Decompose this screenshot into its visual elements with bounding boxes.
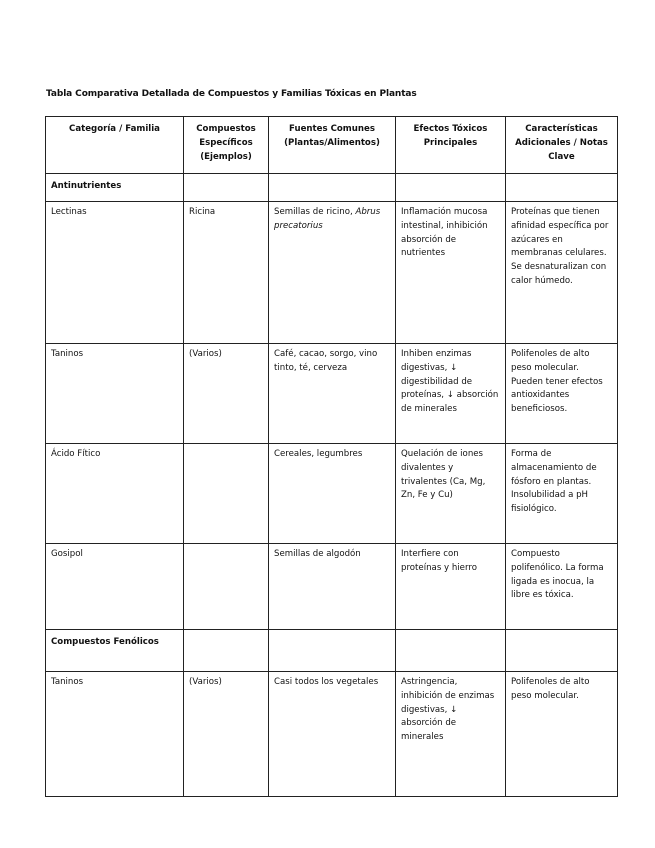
table-header-row (46, 117, 618, 174)
effects-cell: Interfiere con proteínas y hierro (396, 544, 506, 630)
effects-cell: Quelación de iones divalentes y trivalentes (Ca, Mg, Zn, Fe y Cu) (396, 444, 506, 544)
effects-cell: Astringencia, inhibición de enzimas digestivas, ↓ absorción de minerales (396, 672, 506, 797)
section-title: Antinutrientes (46, 174, 184, 202)
table-row (46, 544, 618, 630)
effects-cell: Inhiben enzimas digestivas, ↓ digestibilidad de proteínas, ↓ absorción de minerales (396, 344, 506, 444)
sources-cell: Cereales, legumbres (269, 444, 396, 544)
family-cell: Gosipol (46, 544, 184, 630)
family-cell: Lectinas (46, 202, 184, 344)
effects-cell: Inflamación mucosa intestinal, inhibición absorción de nutrientes (396, 202, 506, 344)
compounds-cell: Ricina (184, 202, 269, 344)
table-row (46, 202, 618, 344)
table-row (46, 672, 618, 797)
table-row (46, 344, 618, 444)
sources-text: Semillas de ricino, (274, 207, 353, 217)
sources-cell: Casi todos los vegetales (269, 672, 396, 797)
sources-italic-text: Abrus precatorius (274, 207, 381, 231)
family-cell: Ácido Fítico (46, 444, 184, 544)
section-title: Compuestos Fenólicos (46, 630, 184, 672)
section-row (46, 174, 618, 202)
compounds-cell: (Varios) (184, 344, 269, 444)
family-cell: Taninos (46, 344, 184, 444)
header-category: Categoría / Familia (46, 117, 184, 174)
compounds-cell (184, 444, 269, 544)
compounds-cell (184, 544, 269, 630)
compounds-cell: (Varios) (184, 672, 269, 797)
sources-cell: Semillas de algodón (269, 544, 396, 630)
header-compounds: Compuestos Específicos (Ejemplos) (184, 117, 269, 174)
header-notes: Características Adicionales / Notas Clave (506, 117, 618, 174)
sources-cell: Café, cacao, sorgo, vino tinto, té, cerveza (269, 344, 396, 444)
section-row (46, 630, 618, 672)
comparison-table (45, 116, 618, 797)
sources-cell (269, 202, 396, 344)
header-sources: Fuentes Comunes (Plantas/Alimentos) (269, 117, 396, 174)
notes-cell: Forma de almacenamiento de fósforo en plantas. Insolubilidad a pH fisiológico. (506, 444, 618, 544)
document-title: Tabla Comparativa Detallada de Compuestos y Familias Tóxicas en Plantas (46, 89, 417, 99)
notes-cell: Polifenoles de alto peso molecular. Pueden tener efectos antioxidantes beneficiosos. (506, 344, 618, 444)
table-row (46, 444, 618, 544)
notes-cell: Compuesto polifenólico. La forma ligada es inocua, la libre es tóxica. (506, 544, 618, 630)
header-effects: Efectos Tóxicos Principales (396, 117, 506, 174)
family-cell: Taninos (46, 672, 184, 797)
notes-cell: Polifenoles de alto peso molecular. (506, 672, 618, 797)
notes-cell: Proteínas que tienen afinidad específica por azúcares en membranas celulares. Se desnaturalizan con calor húmedo. (506, 202, 618, 344)
